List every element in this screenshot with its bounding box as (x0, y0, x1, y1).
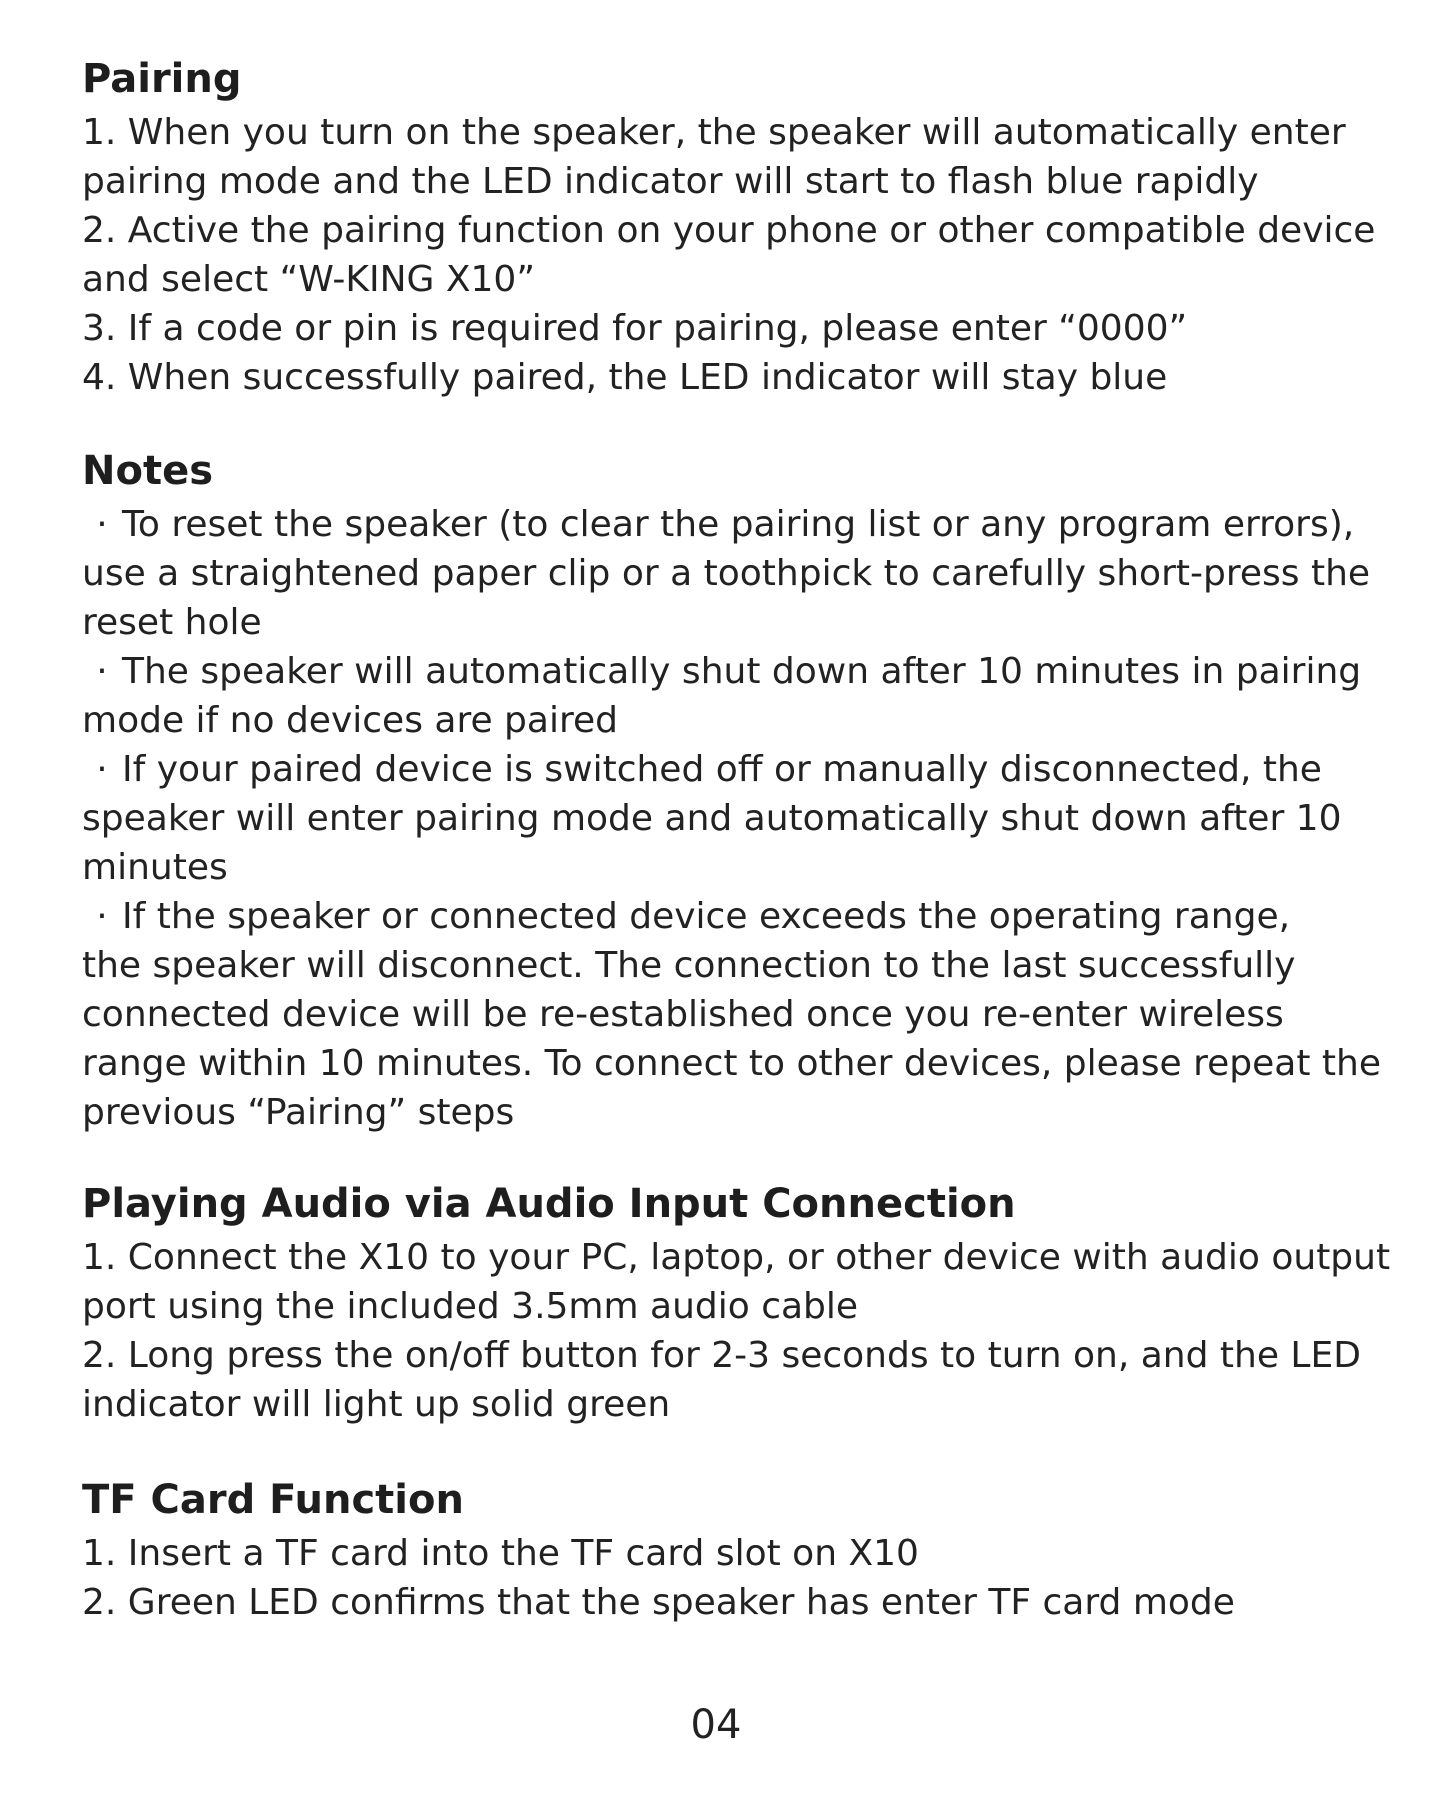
notes-bullet-item (82, 500, 1412, 549)
pairing-line: pairing mode and the LED indicator will start to flash blue rapidly (82, 161, 1259, 202)
pairing-line: 3. If a code or pin is required for pairing, please enter “0000” (82, 308, 1188, 349)
notes-line: If your paired device is switched off or manually disconnected, the (122, 749, 1322, 790)
notes-section (82, 442, 1412, 1137)
notes-line: The speaker will automatically shut down after 10 minutes in pairing (122, 651, 1362, 692)
bullet-icon: · (96, 749, 108, 790)
manual-page (82, 50, 1412, 1627)
notes-line: minutes (82, 847, 228, 888)
notes-line: connected device will be re-established once you re-enter wireless (82, 994, 1284, 1035)
tf-card-line: 1. Insert a TF card into the TF card slot on X10 (82, 1533, 919, 1574)
tf-card-heading: TF Card Function (82, 1477, 464, 1523)
audio-input-line: 2. Long press the on/off button for 2-3 seconds to turn on, and the LED (82, 1335, 1361, 1376)
notes-line: previous “Pairing” steps (82, 1092, 515, 1133)
pairing-line: 2. Active the pairing function on your phone or other compatible device (82, 210, 1376, 251)
notes-line: the speaker will disconnect. The connection to the last successfully (82, 945, 1296, 986)
notes-bullet-item (82, 745, 1412, 794)
notes-line: speaker will enter pairing mode and automatically shut down after 10 (82, 798, 1342, 839)
page-number: 04 (690, 1702, 742, 1748)
pairing-line: and select “W-KING X10” (82, 259, 535, 300)
notes-line: use a straightened paper clip or a toothpick to carefully short-press the (82, 553, 1371, 594)
pairing-line: 4. When successfully paired, the LED indicator will stay blue (82, 357, 1168, 398)
pairing-heading: Pairing (82, 56, 242, 102)
notes-line: If the speaker or connected device exceeds the operating range, (122, 896, 1291, 937)
audio-input-line: indicator will light up solid green (82, 1384, 671, 1425)
notes-bullet-item (82, 892, 1412, 941)
notes-line: mode if no devices are paired (82, 700, 618, 741)
pairing-line: 1. When you turn on the speaker, the speaker will automatically enter (82, 112, 1346, 153)
pairing-section (82, 50, 1412, 402)
notes-line: To reset the speaker (to clear the pairing list or any program errors), (122, 504, 1355, 545)
bullet-icon: · (96, 651, 108, 692)
audio-input-section (82, 1175, 1412, 1429)
audio-input-line: 1. Connect the X10 to your PC, laptop, or other device with audio output (82, 1237, 1391, 1278)
notes-line: reset hole (82, 602, 262, 643)
notes-heading: Notes (82, 448, 214, 494)
tf-card-line: 2. Green LED confirms that the speaker has enter TF card mode (82, 1582, 1235, 1623)
tf-card-section (82, 1471, 1412, 1627)
notes-bullet-item (82, 647, 1412, 696)
audio-input-line: port using the included 3.5mm audio cable (82, 1286, 859, 1327)
notes-line: range within 10 minutes. To connect to other devices, please repeat the (82, 1043, 1382, 1084)
bullet-icon: · (96, 504, 108, 545)
bullet-icon: · (96, 896, 108, 937)
audio-input-heading: Playing Audio via Audio Input Connection (82, 1181, 1016, 1227)
